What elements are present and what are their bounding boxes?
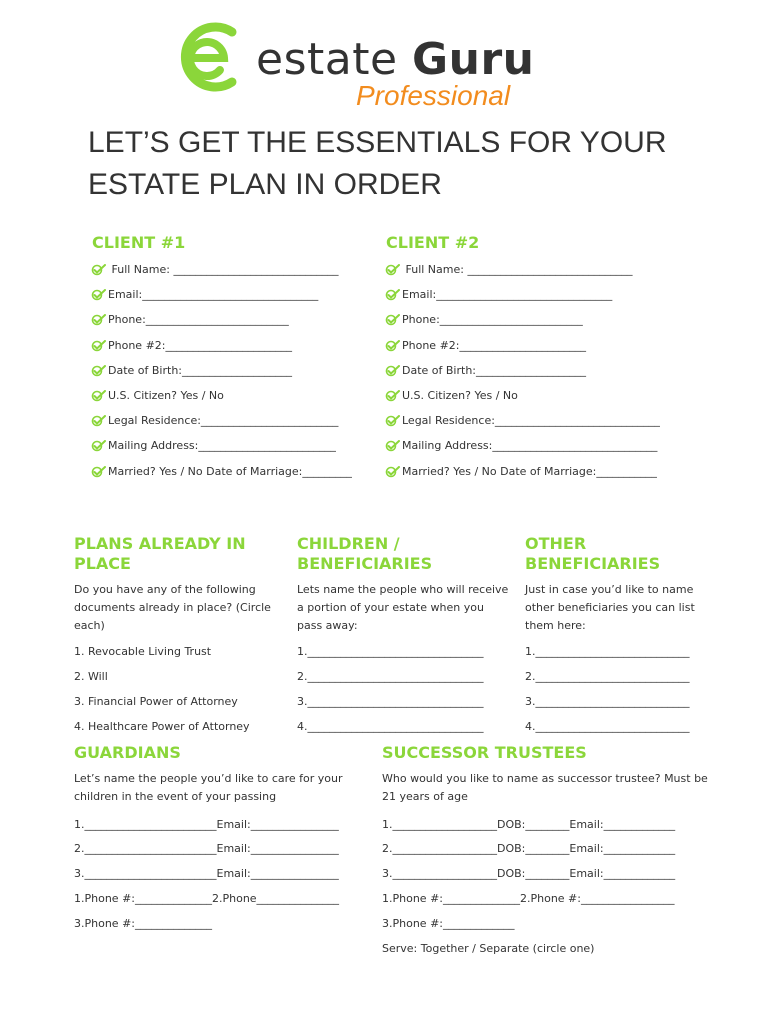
plans-desc-line: documents already in place? (Circle xyxy=(74,601,271,614)
other-beneficiaries-heading xyxy=(525,534,660,574)
guardian-item[interactable]: 1.Phone #:______________2.Phone_______________ xyxy=(74,892,340,905)
trustee-item[interactable]: 1.Phone #:______________2.Phone #:_________________ xyxy=(382,892,675,905)
page-title-line-2: ESTATE PLAN IN ORDER xyxy=(88,168,442,201)
client-2-field-label: Legal Residence:______________________________ xyxy=(402,414,660,427)
trustee-item[interactable]: 1.___________________DOB:________Email:_____________ xyxy=(382,818,676,831)
page-title xyxy=(88,122,728,206)
client-1-field-label: Full Name: ______________________________ xyxy=(108,263,339,276)
children-heading xyxy=(297,534,432,574)
check-circle-icon xyxy=(91,264,107,276)
client-1-field-label: U.S. Citizen? Yes / No xyxy=(108,389,224,402)
client-1-field-label: Email:________________________________ xyxy=(108,288,319,301)
other-beneficiary-item[interactable]: 4.____________________________ xyxy=(525,720,690,733)
client-1-field[interactable] xyxy=(91,464,352,480)
children-desc-line: Lets name the people who will receive xyxy=(297,583,509,596)
check-circle-icon xyxy=(385,289,401,301)
plans-heading xyxy=(74,534,246,574)
check-circle-icon xyxy=(91,314,107,326)
trustees-description xyxy=(382,770,722,806)
client-2-field-label: Email:________________________________ xyxy=(402,288,613,301)
plan-item: 2. Will xyxy=(74,670,108,683)
other-heading-line-2: BENEFICIARIES xyxy=(525,554,661,573)
check-circle-icon xyxy=(385,440,401,452)
children-desc-line: pass away: xyxy=(297,619,358,632)
plan-item: 1. Revocable Living Trust xyxy=(74,645,212,658)
children-heading-line-1: CHILDREN / xyxy=(297,534,400,553)
child-beneficiary-item[interactable]: 2.________________________________ xyxy=(297,670,484,683)
check-circle-icon xyxy=(91,415,107,427)
guardian-item[interactable]: 1.________________________Email:________________ xyxy=(74,818,339,831)
serve-option[interactable]: Serve: Together / Separate (circle one) xyxy=(382,942,595,955)
child-beneficiary-item[interactable]: 3.________________________________ xyxy=(297,695,484,708)
plans-description xyxy=(74,581,289,635)
client-2-field[interactable] xyxy=(385,388,518,404)
other-description xyxy=(525,581,745,635)
brand-name: estate Guru xyxy=(256,34,535,85)
client-2-field-label: U.S. Citizen? Yes / No xyxy=(402,389,518,402)
other-desc-line: them here: xyxy=(525,619,586,632)
client-1-field[interactable] xyxy=(91,287,318,303)
client-1-field-label: Date of Birth:____________________ xyxy=(108,364,293,377)
client-1-field[interactable] xyxy=(91,438,336,454)
check-circle-icon xyxy=(385,415,401,427)
check-circle-icon xyxy=(91,365,107,377)
client-2-field[interactable] xyxy=(385,464,657,480)
check-circle-icon xyxy=(385,340,401,352)
client-1-field-label: Mailing Address:_________________________ xyxy=(108,439,336,452)
client-1-field-label: Legal Residence:_________________________ xyxy=(108,414,339,427)
client-2-field-label: Date of Birth:____________________ xyxy=(402,364,587,377)
client-1-field[interactable] xyxy=(91,363,292,379)
trustees-desc-line: 21 years of age xyxy=(382,790,468,803)
check-circle-icon xyxy=(91,340,107,352)
plan-item: 3. Financial Power of Attorney xyxy=(74,695,238,708)
check-circle-icon xyxy=(91,440,107,452)
guardian-item[interactable]: 3.Phone #:______________ xyxy=(74,917,212,930)
guardians-desc-line: children in the event of your passing xyxy=(74,790,277,803)
page-title-line-1: LET’S GET THE ESSENTIALS FOR YOUR xyxy=(88,126,667,159)
guardian-item[interactable]: 3.________________________Email:________________ xyxy=(74,867,339,880)
client-1-field[interactable] xyxy=(91,413,338,429)
client-1-heading: CLIENT #1 xyxy=(92,233,186,252)
check-circle-icon xyxy=(91,466,107,478)
check-circle-icon xyxy=(385,314,401,326)
plans-desc-line: Do you have any of the following xyxy=(74,583,256,596)
client-1-field[interactable] xyxy=(91,338,292,354)
client-1-field[interactable] xyxy=(91,262,338,278)
client-2-field-label: Mailing Address:______________________________ xyxy=(402,439,658,452)
plans-heading-line-1: PLANS ALREADY IN xyxy=(74,534,246,553)
other-beneficiary-item[interactable]: 1.____________________________ xyxy=(525,645,690,658)
other-heading-line-1: OTHER xyxy=(525,534,587,553)
client-1-field[interactable] xyxy=(91,388,224,404)
client-2-field-label: Full Name: ______________________________ xyxy=(402,263,633,276)
check-circle-icon xyxy=(91,289,107,301)
child-beneficiary-item[interactable]: 4.________________________________ xyxy=(297,720,484,733)
trustee-item[interactable]: 3.Phone #:_____________ xyxy=(382,917,515,930)
child-beneficiary-item[interactable]: 1.________________________________ xyxy=(297,645,484,658)
client-2-heading: CLIENT #2 xyxy=(386,233,480,252)
estate-guru-logo-icon xyxy=(170,14,244,100)
brand-tagline: Professional xyxy=(356,80,511,111)
children-desc-line: a portion of your estate when you xyxy=(297,601,484,614)
client-2-field[interactable] xyxy=(385,262,632,278)
client-2-field-label: Phone:__________________________ xyxy=(402,313,583,326)
trustee-item[interactable]: 3.___________________DOB:________Email:_____________ xyxy=(382,867,676,880)
children-heading-line-2: BENEFICIARIES xyxy=(297,554,433,573)
other-desc-line: Just in case you’d like to name xyxy=(525,583,694,596)
plans-desc-line: each) xyxy=(74,619,105,632)
client-1-field[interactable] xyxy=(91,312,289,328)
guardian-item[interactable]: 2.________________________Email:________________ xyxy=(74,842,339,855)
check-circle-icon xyxy=(385,264,401,276)
client-2-field-label: Married? Yes / No Date of Marriage:___________ xyxy=(402,465,657,478)
client-2-field[interactable] xyxy=(385,287,612,303)
client-2-field[interactable] xyxy=(385,363,586,379)
guardians-description xyxy=(74,770,364,806)
client-2-field[interactable] xyxy=(385,312,583,328)
check-circle-icon xyxy=(385,466,401,478)
client-2-field[interactable] xyxy=(385,413,660,429)
check-circle-icon xyxy=(385,365,401,377)
plans-heading-line-2: PLACE xyxy=(74,554,131,573)
client-2-field[interactable] xyxy=(385,338,586,354)
trustees-desc-line: Who would you like to name as successor trustee? Must be xyxy=(382,772,708,785)
children-description xyxy=(297,581,522,635)
guardians-desc-line: Let’s name the people you’d like to care for your xyxy=(74,772,343,785)
other-desc-line: other beneficiaries you can list xyxy=(525,601,695,614)
plan-item: 4. Healthcare Power of Attorney xyxy=(74,720,250,733)
client-1-field-label: Married? Yes / No Date of Marriage:_________ xyxy=(108,465,352,478)
client-2-field-label: Phone #2:_______________________ xyxy=(402,339,586,352)
guardians-heading: GUARDIANS xyxy=(74,743,181,762)
client-1-field-label: Phone:__________________________ xyxy=(108,313,289,326)
other-beneficiary-item[interactable]: 3.____________________________ xyxy=(525,695,690,708)
client-2-field[interactable] xyxy=(385,438,657,454)
check-circle-icon xyxy=(91,390,107,402)
trustee-item[interactable]: 2.___________________DOB:________Email:_____________ xyxy=(382,842,676,855)
check-circle-icon xyxy=(385,390,401,402)
other-beneficiary-item[interactable]: 2.____________________________ xyxy=(525,670,690,683)
client-1-field-label: Phone #2:_______________________ xyxy=(108,339,292,352)
successor-trustees-heading: SUCCESSOR TRUSTEES xyxy=(382,743,587,762)
